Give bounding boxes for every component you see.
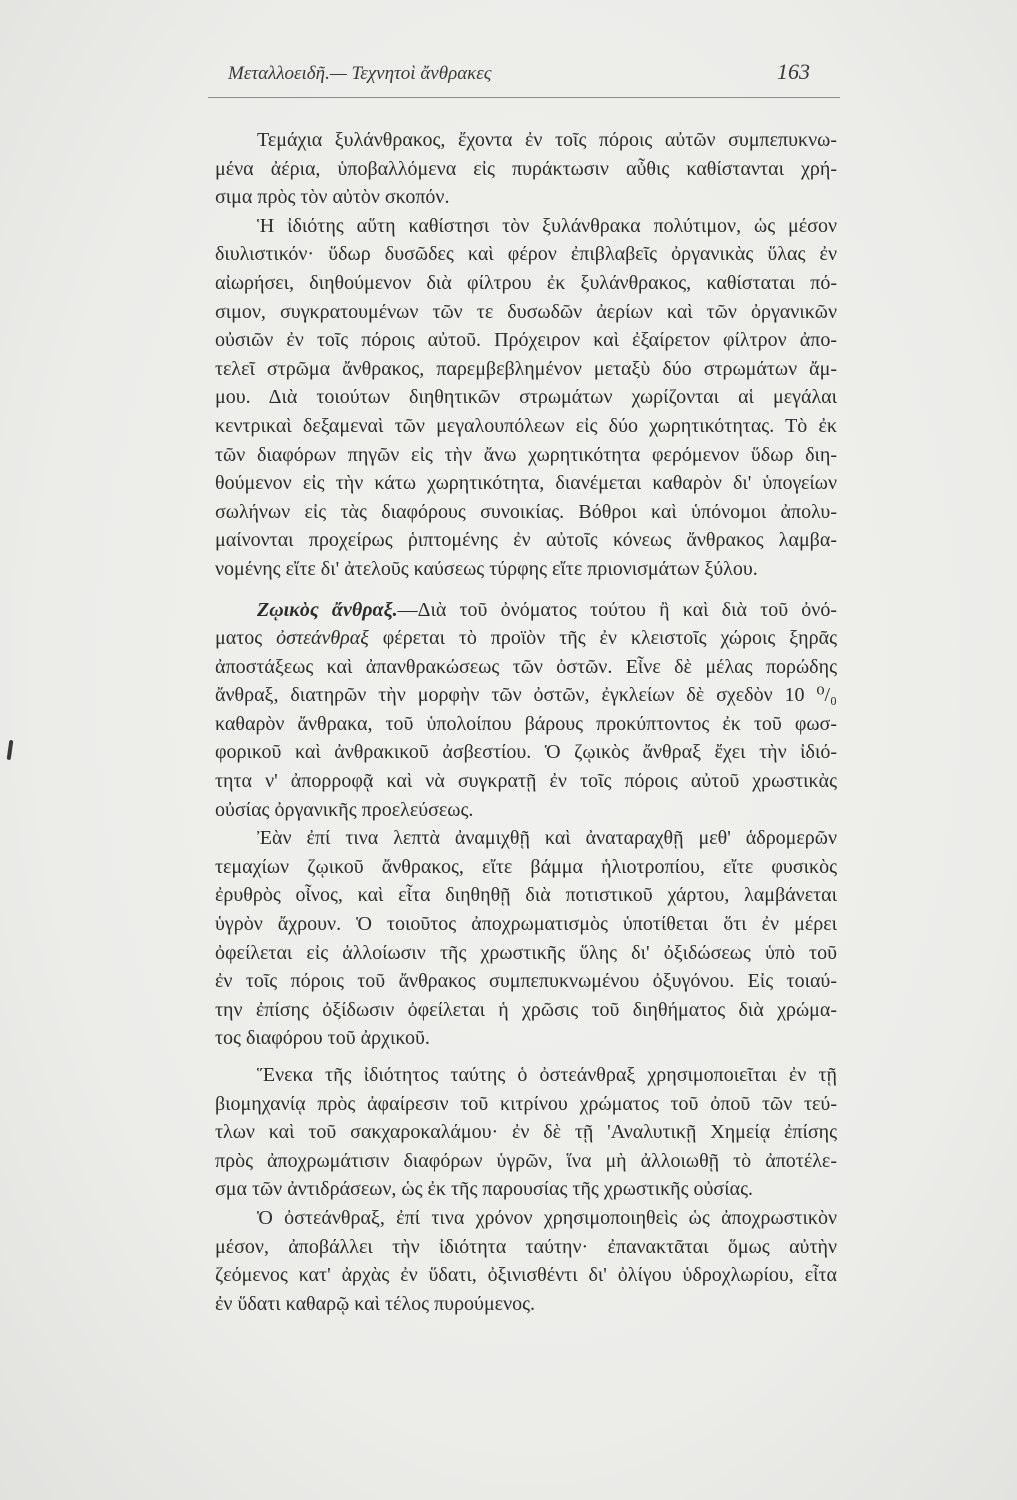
text-line: Ἡ ἰδιότης αὕτη καθίστησι τὸν ξυλάνθρακα πολύτιμον, ὡς μέσον xyxy=(257,214,837,237)
text-line: ἀποστάξεως καὶ ἀπανθρακώσεως τῶν ὀστῶν. Εἶνε δὲ μέλας πορώδης xyxy=(215,655,837,678)
text-line: κεντρικαὶ δεξαμεναὶ τῶν μεγαλουπόλεων εἰς δύο χωρητικότητας. Τὸ ἐκ xyxy=(215,414,837,437)
text-line: οὐσίας ὀργανικῆς προελεύσεως. xyxy=(215,798,474,821)
running-header xyxy=(0,0,1017,100)
text-line: την ἐπίσης ὀξίδωσιν ὀφείλεται ἡ χρῶσις τοῦ διηθήματος διὰ χρώμα- xyxy=(215,998,837,1021)
text-line: νομένης εἴτε δι' ἀτελοῦς καύσεως τύρφης εἴτε πριονισμάτων ξύλου. xyxy=(215,557,758,580)
paragraph xyxy=(215,596,837,825)
text-line: οὐσιῶν ἐν τοῖς πόροις αὐτοῦ. Πρόχειρον καὶ ἐξαίρετον φίλτρον ἀπο- xyxy=(215,329,837,352)
italic-term: ὀστεάνθραξ xyxy=(276,627,369,650)
text-line: βιομηχανίᾳ πρὸς ἀφαίρεσιν τοῦ κιτρίνου χρώματος τοῦ ὀποῦ τῶν τεύ- xyxy=(215,1092,837,1115)
text-line: διυλιστικόν· ὕδωρ δυσῶδες καὶ φέρον ἐπιβλαβεῖς ὀργανικὰς ὕλας ἐν xyxy=(215,243,837,266)
running-title: Μεταλλοειδῆ.— Τεχνητοὶ ἄνθρακες xyxy=(228,63,492,84)
text-span: ματος xyxy=(215,627,263,650)
paragraph xyxy=(215,212,837,584)
text-line: σιμον, συγκρατουμένων τῶν τε δυσωδῶν ἀερίων καὶ τῶν ὀργανικῶν xyxy=(215,300,837,323)
text-line: τεμαχίων ζῳικοῦ ἄνθρακος, εἴτε βάμμα ἡλιοτροπίου, εἴτε φυσικὸς xyxy=(215,855,837,878)
text-line: μου. Διὰ τοιούτων διηθητικῶν στρωμάτων χωρίζονται αἱ μεγάλαι xyxy=(215,386,837,409)
text-line xyxy=(215,624,837,653)
text-line: σμα τῶν ἀντιδράσεων, ὡς ἐκ τῆς παρουσίας τῆς χρωστικῆς οὐσίας. xyxy=(215,1178,753,1201)
body-text xyxy=(215,126,837,1318)
text-line: ὀφείλεται εἰς ἀλλοίωσιν τῆς χρωστικῆς ὕλης δι' ὀξιδώσεως ὑπὸ τοῦ xyxy=(215,941,837,964)
text-line: σιμα πρὸς τὸν αὐτὸν σκοπόν. xyxy=(215,186,450,209)
paragraph xyxy=(215,1061,837,1204)
text-line: τητα ν' ἀπορροφᾷ καὶ νὰ συγκρατῇ ἐν τοῖς πόροις αὐτοῦ χρωστικὰς xyxy=(215,770,837,793)
text-line: φορικοῦ καὶ ἀνθρακικοῦ ἀσβεστίου. Ὁ ζῳικὸς ἄνθραξ ἔχει τὴν ἰδιό- xyxy=(215,741,837,764)
paragraph xyxy=(215,126,837,212)
text-line: ἐν ὕδατι καθαρῷ καὶ τέλος πυρούμενος. xyxy=(215,1292,536,1315)
text-line: ἐν τοῖς πόροις τοῦ ἄνθρακος συμπεπυκνωμένου ὀξυγόνου. Εἰς τοιαύ- xyxy=(215,970,837,993)
text-line: ἄνθραξ, διατηρῶν τὴν μορφὴν τῶν ὀστῶν, ἐγκλείων δὲ σχεδὸν 10 ⁰/₀ xyxy=(215,684,837,707)
paragraph xyxy=(215,1204,837,1318)
text-line: ὑγρὸν ἄχρουν. Ὁ τοιοῦτος ἀποχρωματισμὸς ὑποτίθεται ὅτι ἐν μέρει xyxy=(215,913,837,936)
text-line: θούμενον εἰς τὴν κάτω χωρητικότητα, διανέμεται καθαρὸν δι' ὑπογείων xyxy=(215,472,837,495)
text-span: φέρεται τὸ προϊὸν τῆς ἐν κλειστοῖς χώροις ξηρᾶς xyxy=(382,627,837,650)
text-line xyxy=(215,596,837,625)
text-line: τῶν διαφόρων πηγῶν εἰς τὴν ἄνω χωρητικότητα φερόμενον ὕδωρ διη- xyxy=(215,443,837,466)
text-span: —Διὰ τοῦ ὀνόματος τούτου ἢ καὶ διὰ τοῦ ὀνό- xyxy=(397,598,837,621)
text-line: ἐρυθρὸς οἶνος, καὶ εἶτα διηθηθῇ διὰ ποτιστικοῦ χάρτου, λαμβάνεται xyxy=(215,884,837,907)
text-line: τελεῖ στρῶμα ἄνθρακος, παρεμβεβλημένον μεταξὺ δύο στρωμάτων ἄμ- xyxy=(215,357,837,380)
scan-mark xyxy=(7,740,14,760)
paragraph xyxy=(215,824,837,1053)
text-line: σωλήνων εἰς τὰς διαφόρους συνοικίας. Βόθροι καὶ ὑπόνομοι ἀπολυ- xyxy=(215,500,837,523)
page-number: 163 xyxy=(777,59,810,84)
text-line: Ὁ ὀστεάνθραξ, ἐπί τινα χρόνον χρησιμοποιηθεὶς ὡς ἀποχρωστικὸν xyxy=(257,1206,837,1229)
text-line: τλων καὶ τοῦ σακχαροκαλάμου· ἐν δὲ τῇ 'Αναλυτικῇ Χημείᾳ ἐπίσης xyxy=(215,1121,837,1144)
text-line: μαίνονται προχείρως ῥιπτομένης ἐν αὐτοῖς κόνεως ἄνθρακος λαμβα- xyxy=(215,529,837,552)
text-line: αἰωρήσει, διηθούμενον διὰ φίλτρου ἐκ ξυλάνθρακος, καθίσταται πό- xyxy=(215,271,837,294)
text-line: μέσον, ἀποβάλλει τὴν ἰδιότητα ταύτην· ἐπανακτᾶται ὅμως αὐτὴν xyxy=(215,1235,837,1258)
text-line: Ἐὰν ἐπί τινα λεπτὰ ἀναμιχθῇ καὶ ἀναταραχθῇ μεθ' ἁδρομερῶν xyxy=(257,827,837,850)
text-line: Τεμάχια ξυλάνθρακος, ἔχοντα ἐν τοῖς πόροις αὐτῶν συμπεπυκνω- xyxy=(257,129,837,151)
text-line: μένα ἀέρια, ὑποβαλλόμενα εἰς πυράκτωσιν αὖθις καθίστανται χρή- xyxy=(215,157,837,180)
header-rule xyxy=(208,97,840,98)
text-line: πρὸς ἀποχρωμάτισιν διαφόρων ὑγρῶν, ἵνα μὴ ἀλλοιωθῇ τὸ ἀποτέλε- xyxy=(215,1149,837,1172)
text-line: ζεόμενος κατ' ἀρχὰς ἐν ὕδατι, ὀξινισθέντι δι' ὀλίγου ὑδροχλωρίου, εἶτα xyxy=(215,1264,837,1287)
text-line: καθαρὸν ἄνθρακα, τοῦ ὑπολοίπου βάρους προκύπτοντος ἐκ τοῦ φωσ- xyxy=(215,712,837,735)
section-heading: Ζῳικὸς ἄνθραξ. xyxy=(257,598,398,621)
text-line: Ἕνεκα τῆς ἰδιότητος ταύτης ὁ ὀστεάνθραξ χρησιμοποιεῖται ἐν τῇ xyxy=(257,1064,837,1086)
text-line: τος διαφόρου τοῦ ἀρχικοῦ. xyxy=(215,1027,430,1050)
